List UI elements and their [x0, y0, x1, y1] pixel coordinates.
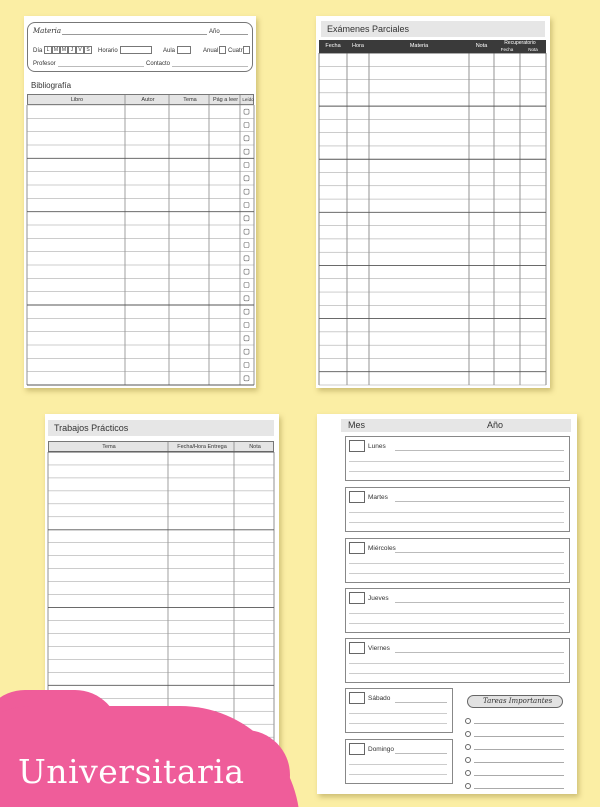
read-checkbox[interactable]: [244, 269, 249, 274]
subject-page: [24, 16, 256, 388]
task-line: [474, 762, 564, 763]
task-line: [474, 775, 564, 776]
day-checkbox[interactable]: [349, 692, 365, 704]
read-checkbox[interactable]: [244, 123, 249, 128]
day-line: [395, 702, 447, 703]
day-checkbox[interactable]: L: [44, 46, 52, 54]
materia-label: Materia: [33, 27, 62, 35]
practical-col-header: Fecha/Hora Entrega: [177, 444, 227, 450]
day-line: [349, 723, 447, 724]
read-checkbox[interactable]: [244, 243, 249, 248]
brand-title: Universitaria: [18, 752, 245, 791]
day-checkbox[interactable]: J: [68, 46, 76, 54]
bibliografia-col-header: Tema: [183, 97, 197, 103]
day-checkbox[interactable]: [349, 592, 365, 604]
read-checkbox[interactable]: [244, 256, 249, 261]
day-line: [349, 522, 564, 523]
day-line: [395, 602, 564, 603]
read-checkbox[interactable]: [244, 163, 249, 168]
read-checkbox[interactable]: [244, 363, 249, 368]
anio-label: Año: [209, 29, 220, 35]
day-checkbox[interactable]: [349, 743, 365, 755]
task-bullet[interactable]: [465, 731, 471, 737]
profesor-label: Profesor: [33, 61, 56, 67]
aula-label: Aula: [163, 48, 176, 54]
exams-col-header: Hora: [352, 43, 364, 49]
exams-header: [319, 40, 546, 53]
cuatr-label: Cuatr: [228, 48, 243, 54]
read-checkbox[interactable]: [244, 149, 249, 154]
day-line: [349, 471, 564, 472]
task-line: [474, 788, 564, 789]
day-label: Sábado: [368, 695, 391, 702]
read-checkbox[interactable]: [244, 336, 249, 341]
day-checkbox[interactable]: [349, 642, 365, 654]
read-checkbox[interactable]: [244, 229, 249, 234]
bibliografia-col-header: Libro: [70, 97, 84, 103]
day-label: Domingo: [368, 746, 395, 753]
day-checkbox[interactable]: [349, 542, 365, 554]
read-checkbox[interactable]: [244, 309, 249, 314]
read-checkbox[interactable]: [244, 136, 249, 141]
day-line: [349, 673, 564, 674]
horario-label: Horario: [98, 48, 118, 54]
read-checkbox[interactable]: [244, 216, 249, 221]
day-checkbox[interactable]: M: [53, 47, 59, 53]
exams-table: [316, 16, 550, 388]
day-line: [395, 753, 447, 754]
day-label: Viernes: [368, 645, 390, 652]
read-checkbox[interactable]: [244, 283, 249, 288]
task-bullet[interactable]: [465, 718, 471, 724]
day-line: [349, 573, 564, 574]
read-checkbox[interactable]: [244, 203, 249, 208]
bibliografia-title: Bibliografía: [31, 81, 72, 90]
recuperatorio-header: Recuperatorio: [504, 40, 536, 46]
exams-title: Exámenes Parciales: [321, 21, 545, 37]
day-label: Lunes: [368, 443, 386, 450]
recup-nota-header: Nota: [528, 47, 538, 52]
task-line: [474, 723, 564, 724]
day-line: [349, 563, 564, 564]
task-bullet[interactable]: [465, 770, 471, 776]
day-line: [349, 774, 447, 775]
anio-label: Año: [487, 420, 504, 430]
task-line: [474, 749, 564, 750]
exams-page: [316, 16, 550, 388]
day-line: [395, 552, 564, 553]
bibliografia-col-header: Pág a leer: [212, 97, 239, 103]
practical-col-header: Nota: [249, 444, 261, 450]
practical-title: Trabajos Prácticos: [48, 420, 274, 436]
bibliografia-col-header: Leído: [242, 97, 254, 102]
exams-col-header: Nota: [475, 43, 488, 49]
day-label: Miércoles: [368, 545, 396, 552]
day-line: [349, 512, 564, 513]
week-page: [317, 414, 577, 794]
task-bullet[interactable]: [465, 744, 471, 750]
mes-label: Mes: [348, 420, 366, 430]
day-checkbox[interactable]: M: [61, 47, 67, 53]
day-line: [395, 501, 564, 502]
bibliografia-table: [24, 16, 256, 388]
task-line: [474, 736, 564, 737]
day-line: [349, 713, 447, 714]
read-checkbox[interactable]: [244, 323, 249, 328]
day-checkbox[interactable]: [349, 491, 365, 503]
task-bullet[interactable]: [465, 757, 471, 763]
day-checkbox[interactable]: S: [84, 46, 92, 54]
read-checkbox[interactable]: [244, 189, 249, 194]
read-checkbox[interactable]: [244, 376, 249, 381]
day-checkbox[interactable]: V: [76, 46, 84, 54]
read-checkbox[interactable]: [244, 296, 249, 301]
dia-label: Día: [33, 48, 43, 54]
anual-label: Anual: [203, 48, 219, 54]
practical-col-header: Tema: [102, 444, 116, 450]
task-bullet[interactable]: [465, 783, 471, 789]
read-checkbox[interactable]: [244, 176, 249, 181]
recup-fecha-header: Fecha: [500, 47, 514, 52]
contacto-label: Contacto: [146, 61, 171, 67]
day-checkbox[interactable]: [349, 440, 365, 452]
tareas-label: Tareas Importantes: [483, 697, 553, 705]
day-line: [395, 450, 564, 451]
day-label: Jueves: [368, 595, 389, 602]
read-checkbox[interactable]: [244, 109, 249, 114]
day-label: Martes: [368, 494, 388, 501]
day-line: [349, 764, 447, 765]
week-header: [341, 419, 571, 432]
read-checkbox[interactable]: [244, 349, 249, 354]
exams-col-header: Materia: [409, 43, 429, 49]
day-line: [349, 613, 564, 614]
exams-col-header: Fecha: [325, 43, 341, 49]
day-line: [395, 652, 564, 653]
day-line: [349, 623, 564, 624]
day-line: [349, 663, 564, 664]
bibliografia-col-header: Autor: [141, 97, 155, 103]
day-line: [349, 461, 564, 462]
